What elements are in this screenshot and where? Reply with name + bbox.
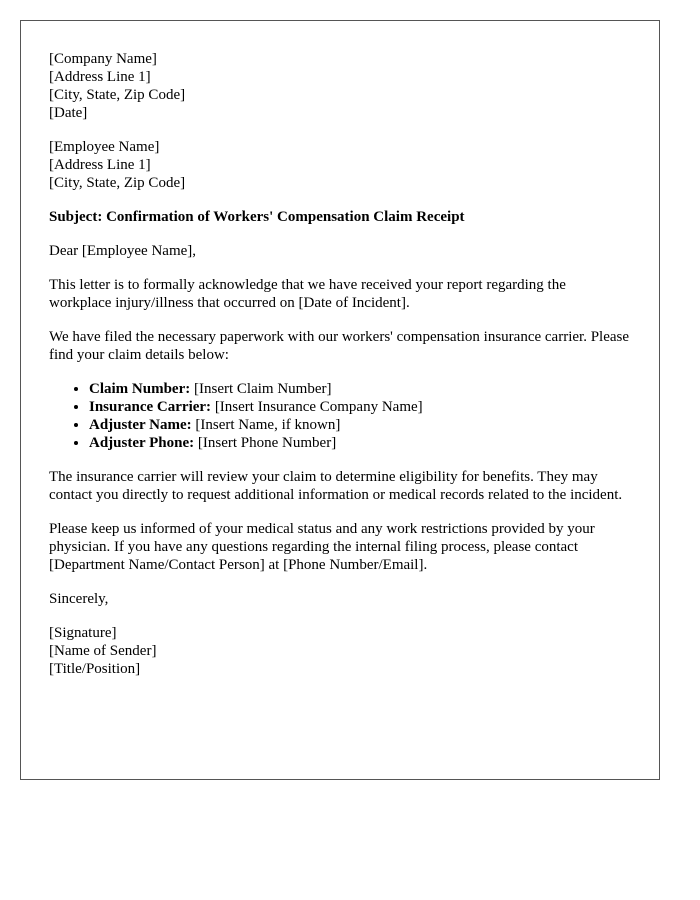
recipient-address-line-1: [Address Line 1]: [49, 157, 151, 173]
subject-line: Subject: Confirmation of Workers' Compensation Claim Receipt: [49, 209, 465, 225]
sender-address-line-1: [Address Line 1]: [49, 69, 151, 85]
adjuster-phone-label: Adjuster Phone:: [89, 435, 195, 451]
adjuster-phone-value: [Insert Phone Number]: [194, 435, 337, 451]
claim-number-label: Claim Number:: [89, 381, 191, 397]
sender-city-state-zip: [City, State, Zip Code]: [49, 87, 186, 103]
adjuster-name-value: [Insert Name, if known]: [191, 417, 341, 433]
body-paragraph-review: The insurance carrier will review your claim to determine eligibility for benefits. They may contact you directly to request additional information or medical records related to the incident.: [49, 469, 623, 503]
recipient-address-block: [49, 138, 631, 192]
recipient-name: [Employee Name]: [49, 139, 160, 155]
letter-page: [20, 20, 660, 780]
letter-date: [Date]: [49, 105, 88, 121]
insurance-carrier-value: [Insert Insurance Company Name]: [211, 399, 423, 415]
claim-number-value: [Insert Claim Number]: [190, 381, 332, 397]
insurance-carrier-label: Insurance Carrier:: [89, 399, 212, 415]
sender-title: [Title/Position]: [49, 661, 141, 677]
list-item-adjuster-phone: [89, 434, 631, 452]
company-name: [Company Name]: [49, 51, 157, 67]
signature-placeholder: [Signature]: [49, 625, 117, 641]
body-paragraph-acknowledgement: This letter is to formally acknowledge that we have received your report regarding the workplace injury/illness that occurred on [Date of Incident].: [49, 277, 566, 311]
claim-details-list: [49, 380, 631, 452]
closing: Sincerely,: [49, 591, 109, 607]
list-item-insurance-carrier: [89, 398, 631, 416]
salutation: Dear [Employee Name],: [49, 243, 197, 259]
sender-address-block: [49, 50, 631, 122]
list-item-adjuster-name: [89, 416, 631, 434]
list-item-claim-number: [89, 380, 631, 398]
body-paragraph-filing: We have filed the necessary paperwork with our workers' compensation insurance carrier. Please find your claim details below:: [49, 329, 630, 363]
body-paragraph-contact: Please keep us informed of your medical status and any work restrictions provided by your physician. If you have any questions regarding the internal filing process, please contact [Department Name/Contact Person] at [Phone Number/Email].: [49, 521, 595, 573]
recipient-city-state-zip: [City, State, Zip Code]: [49, 175, 186, 191]
adjuster-name-label: Adjuster Name:: [89, 417, 192, 433]
signature-block: [49, 624, 631, 678]
sender-name: [Name of Sender]: [49, 643, 157, 659]
